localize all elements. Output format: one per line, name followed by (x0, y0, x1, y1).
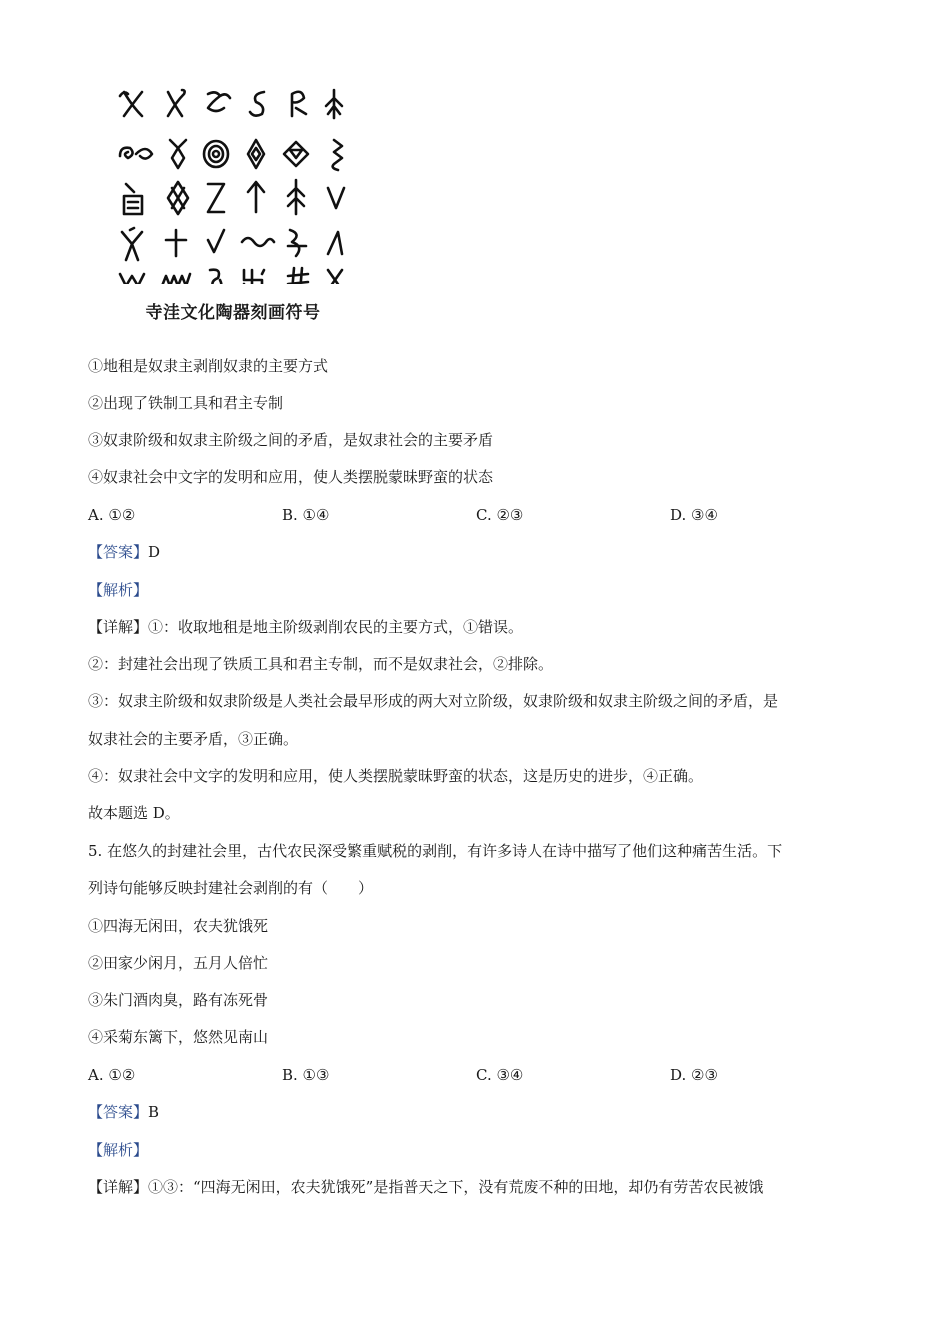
symbol-r5c4 (242, 270, 264, 284)
q4-option-a: A. ①② (88, 506, 136, 524)
q4-detail-line-5: ④：奴隶社会中文字的发明和应用，使人类摆脱蒙昧野蛮的状态，这是历史的进步，④正确。 (88, 767, 704, 785)
symbol-r4c1 (122, 228, 142, 260)
symbol-r5c2 (162, 274, 190, 284)
answer-tag: 【答案】 (88, 1103, 149, 1121)
symbol-r2c6 (333, 140, 342, 170)
symbol-r2c2 (170, 140, 186, 168)
pottery-symbols-image (112, 84, 354, 284)
q5-statement-2: ②田家少闲月，五月人倍忙 (88, 954, 269, 972)
q4-option-d: D. ③④ (670, 506, 718, 524)
q4-detail-line-3: ③：奴隶主阶级和奴隶阶级是人类社会最早形成的两大对立阶级，奴隶阶级和奴隶主阶级之间的矛盾，是 (88, 692, 779, 710)
symbol-r4c4 (242, 238, 274, 246)
symbol-r3c6 (328, 188, 344, 208)
symbol-r4c2 (166, 230, 186, 256)
symbol-r1c2 (168, 90, 185, 116)
detail-tag: 【详解】 (88, 1178, 149, 1196)
symbol-r3c4 (248, 182, 264, 212)
symbol-r3c2 (168, 182, 188, 214)
analysis-tag: 【解析】 (88, 581, 149, 599)
q5-stem-line-1: 5. 在悠久的封建社会里，古代农民深受繁重赋税的剥削，有许多诗人在诗中描写了他们这种痛苦生活。下 (88, 842, 783, 860)
symbol-r5c1 (120, 274, 144, 284)
q5-analysis-line (88, 1140, 148, 1160)
q4-detail-line-6: 故本题选 D。 (88, 804, 180, 822)
q4-option-b: B. ①④ (282, 506, 330, 524)
symbol-r1c6 (326, 90, 342, 118)
symbol-r5c3 (210, 270, 221, 284)
answer-value: D (148, 543, 161, 561)
symbol-r3c3 (208, 184, 224, 212)
q4-detail-line-4: 奴隶社会的主要矛盾，③正确。 (88, 730, 299, 748)
q4-statement-1: ①地租是奴隶主剥削奴隶的主要方式 (88, 357, 329, 375)
symbol-r4c6 (328, 232, 342, 254)
pottery-symbols-figure (112, 84, 354, 332)
q4-statement-4: ④奴隶社会中文字的发明和应用，使人类摆脱蒙昧野蛮的状态 (88, 468, 494, 486)
q5-option-d: D. ②③ (670, 1066, 718, 1084)
detail-text: ①③：“四海无闲田，农夫犹饿死”是指普天之下，没有荒废不种的田地，却仍有劳苦农民被饿 (148, 1178, 764, 1196)
q5-statement-4: ④采菊东篱下，悠然见南山 (88, 1028, 269, 1046)
symbol-r4c5 (288, 230, 306, 256)
q5-statement-1: ①四海无闲田，农夫犹饿死 (88, 917, 269, 935)
q4-answer-line (88, 542, 160, 562)
symbol-r1c5 (292, 92, 306, 116)
figure-caption: 寺洼文化陶器刻画符号 (145, 303, 321, 323)
symbol-r5c6 (328, 270, 342, 284)
symbol-r1c1 (120, 92, 142, 116)
q5-option-a: A. ①② (88, 1066, 136, 1084)
q4-option-c: C. ②③ (476, 506, 524, 524)
q4-statement-2: ②出现了铁制工具和君主专制 (88, 394, 284, 412)
symbol-r4c3 (208, 230, 224, 252)
symbol-r3c5 (288, 180, 304, 214)
q4-detail-line-2: ②：封建社会出现了铁质工具和君主专制，而不是奴隶社会，②排除。 (88, 655, 554, 673)
q5-statement-3: ③朱门酒肉臭，路有冻死骨 (88, 991, 269, 1009)
answer-tag: 【答案】 (88, 543, 149, 561)
symbol-r5c5 (288, 268, 308, 284)
symbol-r1c3 (208, 92, 230, 111)
q4-detail-line-1 (88, 617, 523, 637)
q4-analysis-line (88, 580, 148, 600)
symbol-r3c1 (124, 184, 142, 214)
q5-option-c: C. ③④ (476, 1066, 524, 1084)
q5-detail-line-1 (88, 1177, 763, 1197)
q5-option-b: B. ①③ (282, 1066, 330, 1084)
q5-stem-line-2: 列诗句能够反映封建社会剥削的有（ ） (88, 879, 374, 897)
q5-answer-line (88, 1102, 159, 1122)
q4-statement-3: ③奴隶阶级和奴隶主阶级之间的矛盾，是奴隶社会的主要矛盾 (88, 431, 494, 449)
analysis-tag: 【解析】 (88, 1141, 149, 1159)
detail-text: ①：收取地租是地主阶级剥削农民的主要方式，①错误。 (148, 618, 524, 636)
symbol-r2c4 (248, 140, 264, 168)
symbol-r2c5 (284, 142, 308, 166)
symbol-r2c1 (120, 148, 152, 159)
detail-tag: 【详解】 (88, 618, 149, 636)
answer-value: B (148, 1103, 160, 1121)
symbol-r2c3 (204, 141, 228, 167)
symbol-r1c4 (250, 92, 264, 116)
